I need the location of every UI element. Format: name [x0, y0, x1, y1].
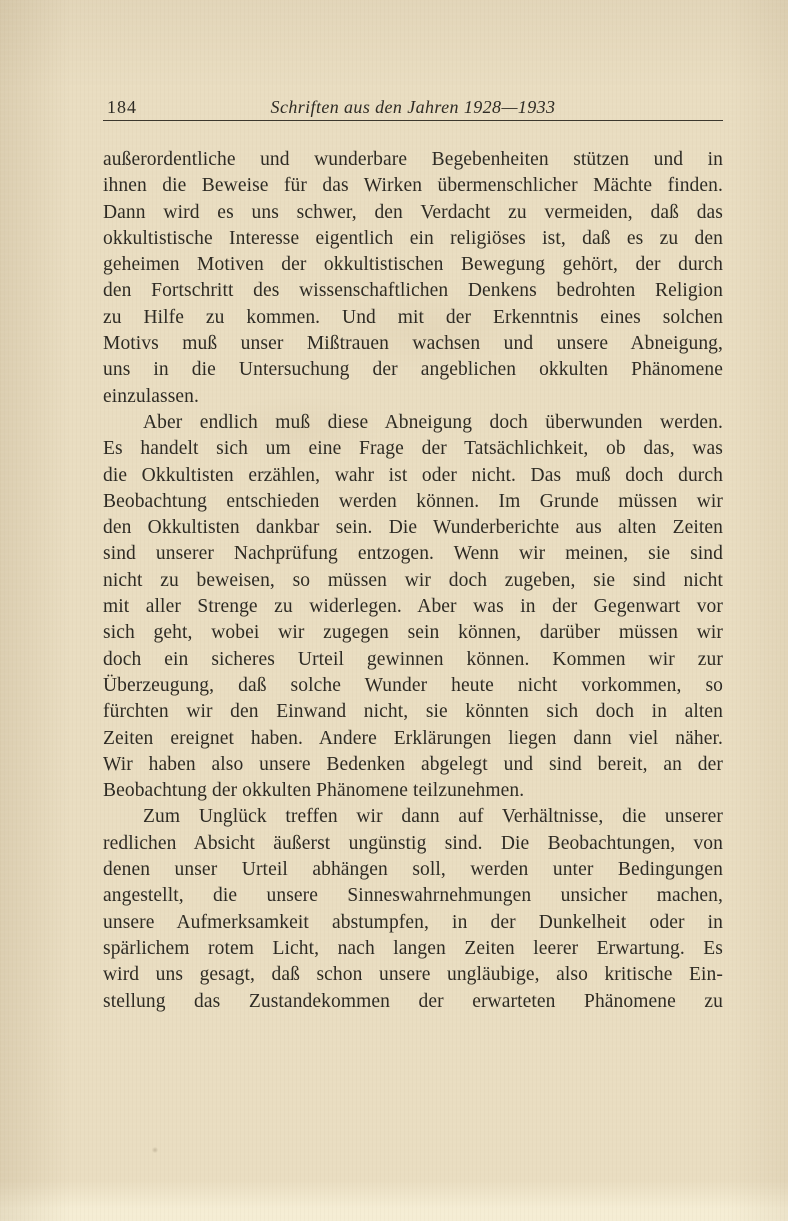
header-rule [103, 120, 723, 121]
text-line: den Okkultisten dankbar sein. Die Wunderberichte aus alten Zeiten [103, 517, 723, 539]
text-line: geheimen Motiven der okkultistischen Bewegung gehört, der durch [103, 254, 723, 276]
text-line: Aber endlich muß diese Abneigung doch überwunden werden. [143, 411, 723, 433]
paragraph [103, 147, 723, 410]
text-line: mit aller Strenge zu widerlegen. Aber was in der Gegenwart vor [103, 596, 723, 618]
text-column [103, 96, 723, 1015]
text-line: Motivs muß unser Mißtrauen wachsen und unsere Abneigung, [103, 333, 723, 355]
text-line: okkultistische Interesse eigentlich ein religiöses ist, daß es zu den [103, 227, 723, 249]
text-line: Wir haben also unsere Bedenken abgelegt und sind bereit, an der [103, 753, 723, 775]
text-line: unsere Aufmerksamkeit abstumpfen, in der Dunkelheit oder in [103, 911, 723, 933]
text-line: Beobachtung der okkulten Phänomene teilzunehmen. [103, 780, 525, 802]
text-line: uns in die Untersuchung der angeblichen okkulten Phänomene [103, 359, 723, 381]
text-line: wird uns gesagt, daß schon unsere ungläubige, also kritische Ein- [103, 964, 723, 986]
page-number: 184 [107, 97, 137, 117]
text-line: Zum Unglück treffen wir dann auf Verhältnisse, die unserer [143, 806, 723, 828]
text-line: stellung das Zustandekommen der erwarteten Phänomene zu [103, 990, 723, 1012]
text-line: Es handelt sich um eine Frage der Tatsächlichkeit, ob das, was [103, 438, 723, 460]
text-line: ihnen die Beweise für das Wirken übermenschlicher Mächte finden. [103, 175, 723, 197]
text-line: sind unserer Nachprüfung entzogen. Wenn wir meinen, sie sind [103, 543, 723, 565]
text-line: einzulassen. [103, 385, 199, 407]
paragraph [103, 804, 723, 1014]
text-line: zu Hilfe zu kommen. Und mit der Erkenntnis eines solchen [103, 306, 723, 328]
text-line: die Okkultisten erzählen, wahr ist oder nicht. Das muß doch durch [103, 464, 723, 486]
text-line: denen unser Urteil abhängen soll, werden unter Bedingungen [103, 859, 723, 881]
text-line: doch ein sicheres Urteil gewinnen können. Kommen wir zur [103, 648, 723, 670]
text-line: den Fortschritt des wissenschaftlichen Denkens bedrohten Religion [103, 280, 723, 302]
page-body [103, 147, 723, 1015]
paragraph [103, 410, 723, 804]
text-line: spärlichem rotem Licht, nach langen Zeiten leerer Erwartung. Es [103, 937, 723, 959]
text-line: Zeiten ereignet haben. Andere Erklärungen liegen dann viel näher. [103, 727, 723, 749]
text-line: außerordentliche und wunderbare Begebenheiten stützen und in [103, 149, 723, 170]
text-line: nicht zu beweisen, so müssen wir doch zugeben, sie sind nicht [103, 569, 723, 591]
text-line: angestellt, die unsere Sinneswahrnehmungen unsicher machen, [103, 885, 723, 907]
running-head [103, 96, 723, 120]
text-line: redlichen Absicht äußerst ungünstig sind. Die Beobachtungen, von [103, 832, 723, 854]
running-title: Schriften aus den Jahren 1928—1933 [270, 97, 556, 117]
text-line: fürchten wir den Einwand nicht, sie könnten sich doch in alten [103, 701, 723, 723]
text-line: Beobachtung entschieden werden können. Im Grunde müssen wir [103, 490, 723, 512]
text-line: Dann wird es uns schwer, den Verdacht zu vermeiden, daß das [103, 201, 723, 223]
text-line: sich geht, wobei wir zugegen sein können, darüber müssen wir [103, 622, 723, 644]
text-line: Überzeugung, daß solche Wunder heute nicht vorkommen, so [103, 674, 723, 696]
